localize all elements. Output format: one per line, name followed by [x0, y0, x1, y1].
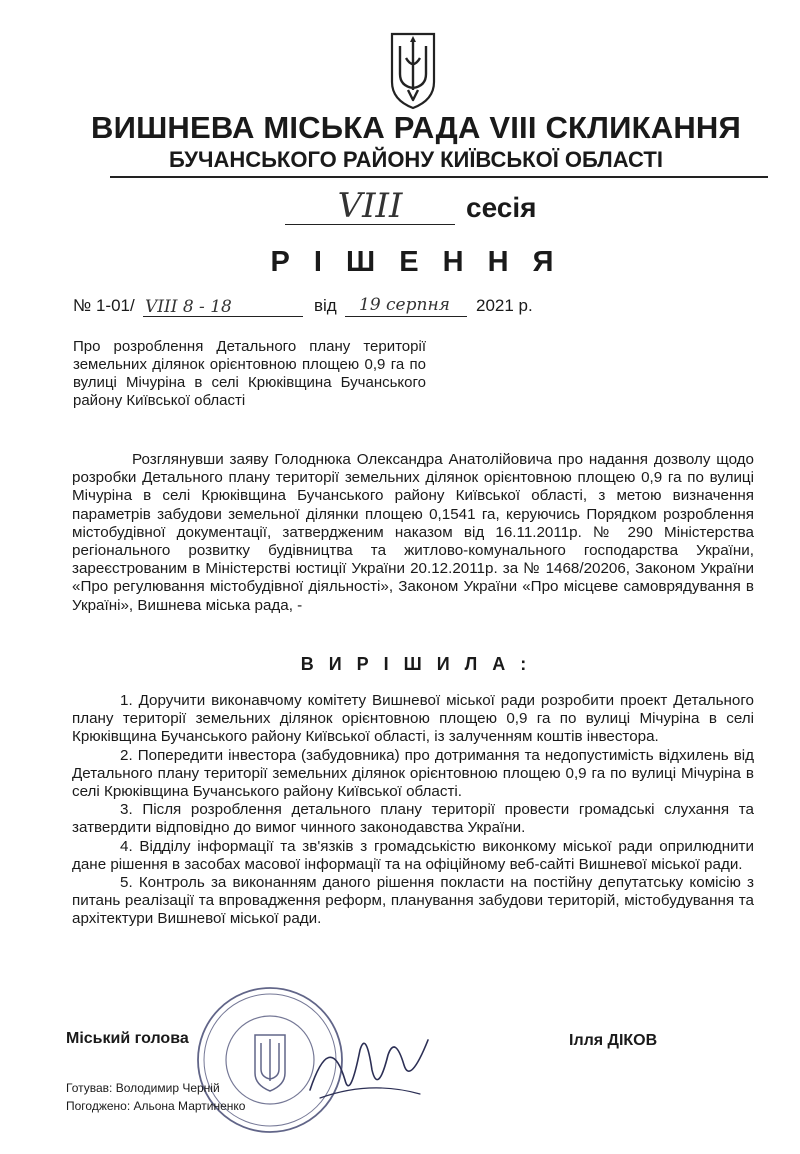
decision-title: Р І Ш Е Н Н Я [270, 246, 562, 278]
session-number: VIII [337, 186, 403, 226]
number-underline [143, 316, 303, 317]
date-underline [345, 316, 467, 317]
decision-subject: Про розроблення Детального плану території земельних ділянок орієнтовною площею 0,9 га по вулиці Мічуріна в селі Крюківщина Бучанського району Київської області [73, 338, 426, 409]
resolved-heading: В И Р І Ш И Л А : [300, 654, 532, 674]
resolution-item: 4. Відділу інформації та зв'язків з громадськістю виконкому міської ради оприлюднити дане рішення в засобах масової інформації та на офіційному веб-сайті Вишневої міської ради. [72, 837, 754, 873]
session-underline [285, 224, 455, 225]
resolution-item: 5. Контроль за виконанням даного рішення покласти на постійну депутатську комісію з питань реалізації та впровадження реформ, планування забудови територій, містобудування та архітектури Вишневої міської ради. [72, 874, 754, 928]
handwritten-signature-icon [300, 1010, 440, 1110]
resolution-item: 1. Доручити виконавчому комітету Вишневої міської ради розробити проект Детального плану території земельних ділянок орієнтовною площею 0,9 га по вулиці Мічуріна в селі Крюківщина Бучанського району Київської області, із залученням коштів інвестора. [72, 692, 754, 746]
signer-name: Ілля ДІКОВ [569, 1032, 658, 1049]
district-title: БУЧАНСЬКОГО РАЙОНУ КИЇВСЬКОЇ ОБЛАСТІ [169, 147, 663, 172]
number-handwritten: VIII 8 - 18 [145, 297, 232, 317]
date-prefix: від [314, 296, 337, 315]
decision-number-row [73, 296, 773, 324]
number-prefix: № 1-01/ [73, 296, 135, 315]
coat-of-arms-icon [388, 30, 438, 110]
agreed-by: Погоджено: Альона Мартиненко [66, 1099, 246, 1113]
prepared-by: Готував: Володимир Черній [66, 1081, 220, 1095]
council-title: ВИШНЕВА МІСЬКА РАДА VIII СКЛИКАННЯ [91, 110, 741, 145]
resolution-items [72, 692, 754, 929]
date-handwritten: 19 серпня [359, 295, 450, 315]
session-label: сесія [466, 192, 537, 223]
header-divider [110, 176, 768, 178]
preamble-paragraph: Розглянувши заяву Голоднюка Олександра Анатолійовича про надання дозволу щодо розробки Детального плану території земельних ділянок орієнтовною площею 0,9 га по вулиці Мічуріна в селі Крюківщина Бучанського району Київської області, з метою визначення параметрів забудови земельної ділянки площею 0,1541 га, керуючись Порядком розроблення містобудівної документації, затвердженим наказом від 16.11.2011р. № 290 Міністерства регіонального розвитку будівництва та житлово-комунального господарства України, зареєстрованим в Міністерстві юстиції України 20.12.2011р. за № 1468/20206, Законом України «Про регулювання містобудівної діяльності», Законом України «Про місцеве самоврядування в Україні», Вишнева міська рада, - [72, 451, 754, 614]
signer-position: Міський голова [66, 1030, 189, 1047]
year: 2021 р. [476, 296, 533, 315]
resolution-item: 2. Попередити інвестора (забудовника) про дотримання та недопустимість відхилень від Детального плану території земельних ділянок орієнтовною площею 0,9 га по вулиці Мічуріна в селі Крюківщина Бучанського району Київської області. [72, 746, 754, 801]
resolution-item: 3. Після розроблення детального плану території провести громадські слухання та затвердити відповідно до вимог чинного законодавства України. [72, 801, 754, 837]
